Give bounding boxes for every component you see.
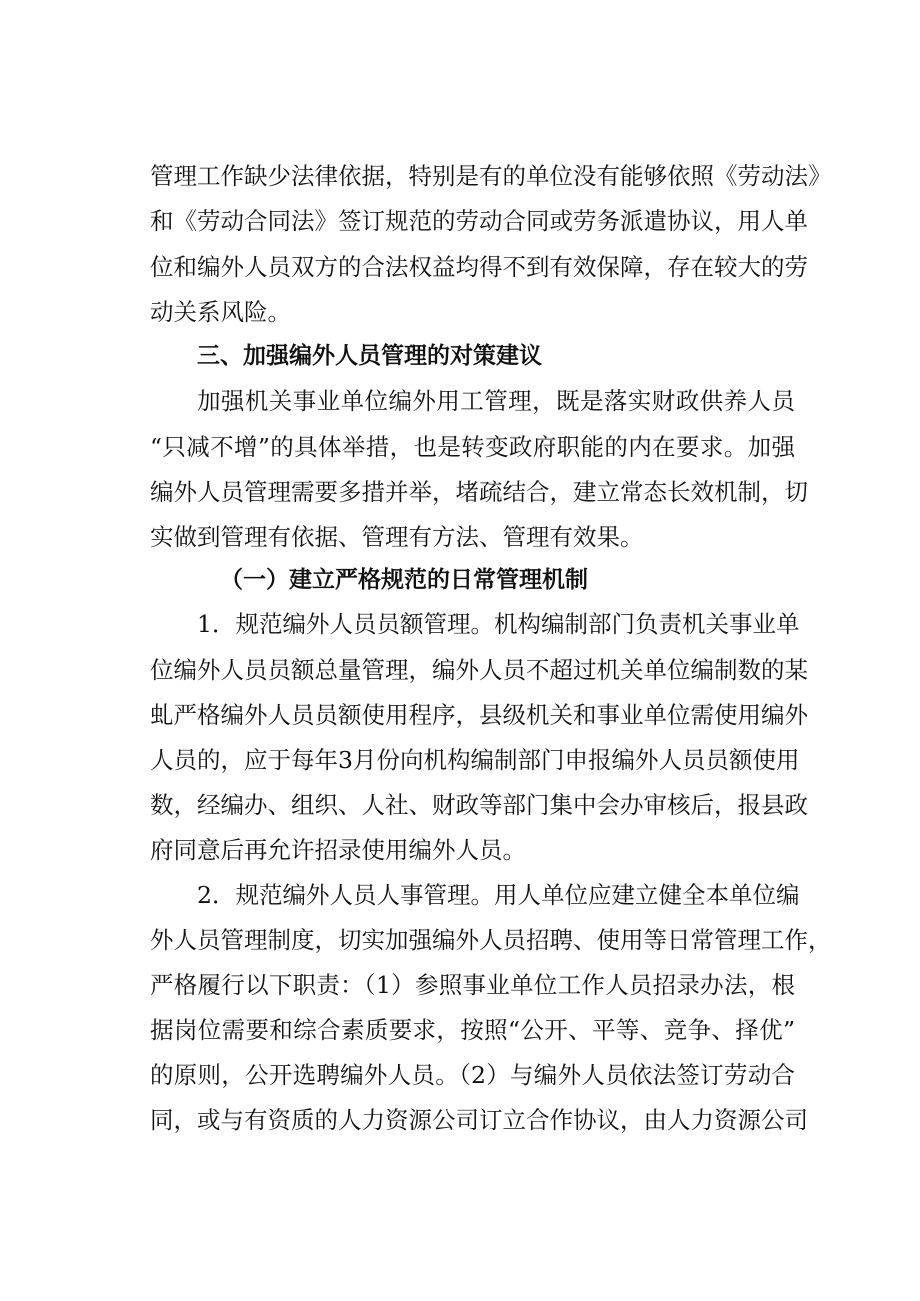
body-line: 管理工作缺少法律依据，特别是有的单位没有能够依照《劳动法》 <box>150 162 832 190</box>
body-line: 动关系风险。 <box>150 298 291 326</box>
paragraph-first-line: 1．规范编外人员员额管理。机构编制部门负责机关事业单 <box>197 610 800 638</box>
subsection-heading: （一）建立严格规范的日常管理机制 <box>220 567 588 593</box>
body-line: 府同意后再允许招录使用编外人员。 <box>150 836 526 864</box>
body-line: “只减不增”的具体举措，也是转变政府职能的内在要求。加强 <box>150 433 795 461</box>
body-line: 虬严格编外人员员额使用程序，县级机关和事业单位需使用编外 <box>150 701 808 729</box>
body-line: 和《劳动合同法》签订规范的劳动合同或劳务派遣协议，用人单 <box>150 207 808 235</box>
body-line: 人员的，应于每年3月份向机构编制部门申报编外人员员额使用 <box>150 746 800 774</box>
body-line: 数，经编办、组织、人社、财政等部门集中会办审核后，报县政 <box>150 791 808 819</box>
body-line: 位和编外人员双方的合法权益均得不到有效保障，存在较大的劳 <box>150 253 808 281</box>
paragraph-first-line: 加强机关事业单位编外用工管理，既是落实财政供养人员 <box>197 387 795 415</box>
body-line: 据岗位需要和综合素质要求，按照“公开、平等、竞争、择优” <box>150 1016 795 1044</box>
body-line: 实做到管理有依据、管理有方法、管理有效果。 <box>150 523 644 551</box>
body-line: 同，或与有资质的人力资源公司订立合作协议，由人力资源公司 <box>150 1106 808 1134</box>
body-line: 位编外人员员额总量管理，编外人员不超过机关单位编制数的某 <box>150 656 808 684</box>
body-line: 编外人员管理需要多措并举，堵疏结合，建立常态长效机制，切 <box>150 478 808 506</box>
body-line: 严格履行以下职责：（1）参照事业单位工作人员招录办法，根 <box>150 971 795 999</box>
paragraph-first-line: 2．规范编外人员人事管理。用人单位应建立健全本单位编 <box>197 881 800 909</box>
section-heading: 三、加强编外人员管理的对策建议 <box>197 343 542 369</box>
body-line: 的原则，公开选聘编外人员。（2）与编外人员依法签订劳动合 <box>150 1061 795 1089</box>
body-line: 外人员管理制度，切实加强编外人员招聘、使用等日常管理工作， <box>150 926 832 954</box>
